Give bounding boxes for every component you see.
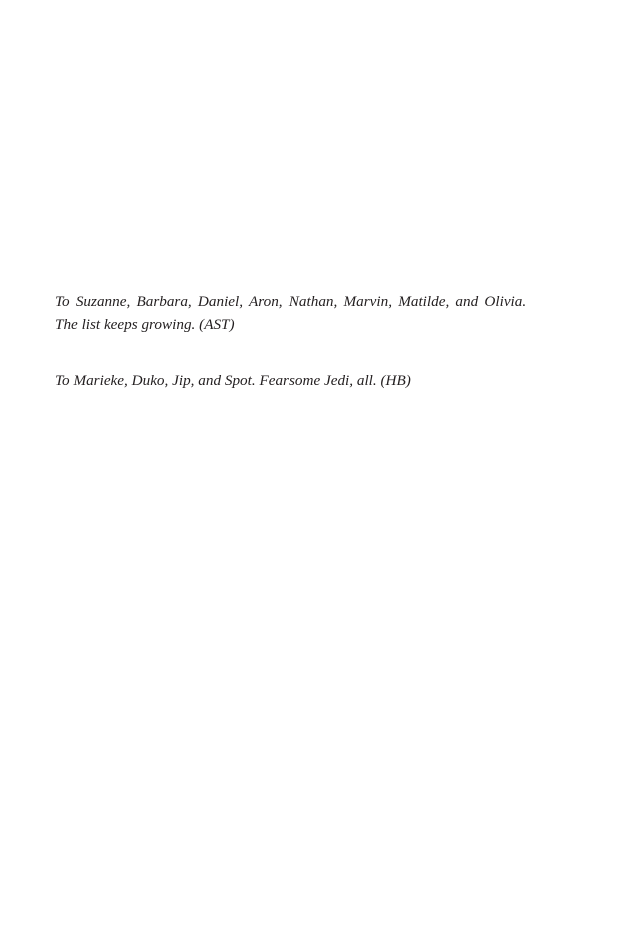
dedication-ast <box>55 290 595 336</box>
dedication-hb-line-1: To Marieke, Duko, Jip, and Spot. Fearsome Jedi, all. (HB) <box>55 372 411 389</box>
dedication-ast-line-2: The list keeps growing. (AST) <box>55 316 235 333</box>
dedication-block <box>55 290 595 392</box>
dedication-hb <box>55 369 595 392</box>
dedication-ast-line-1: To Suzanne, Barbara, Daniel, Aron, Nathan, Marvin, Matilde, and Olivia. <box>55 293 527 310</box>
